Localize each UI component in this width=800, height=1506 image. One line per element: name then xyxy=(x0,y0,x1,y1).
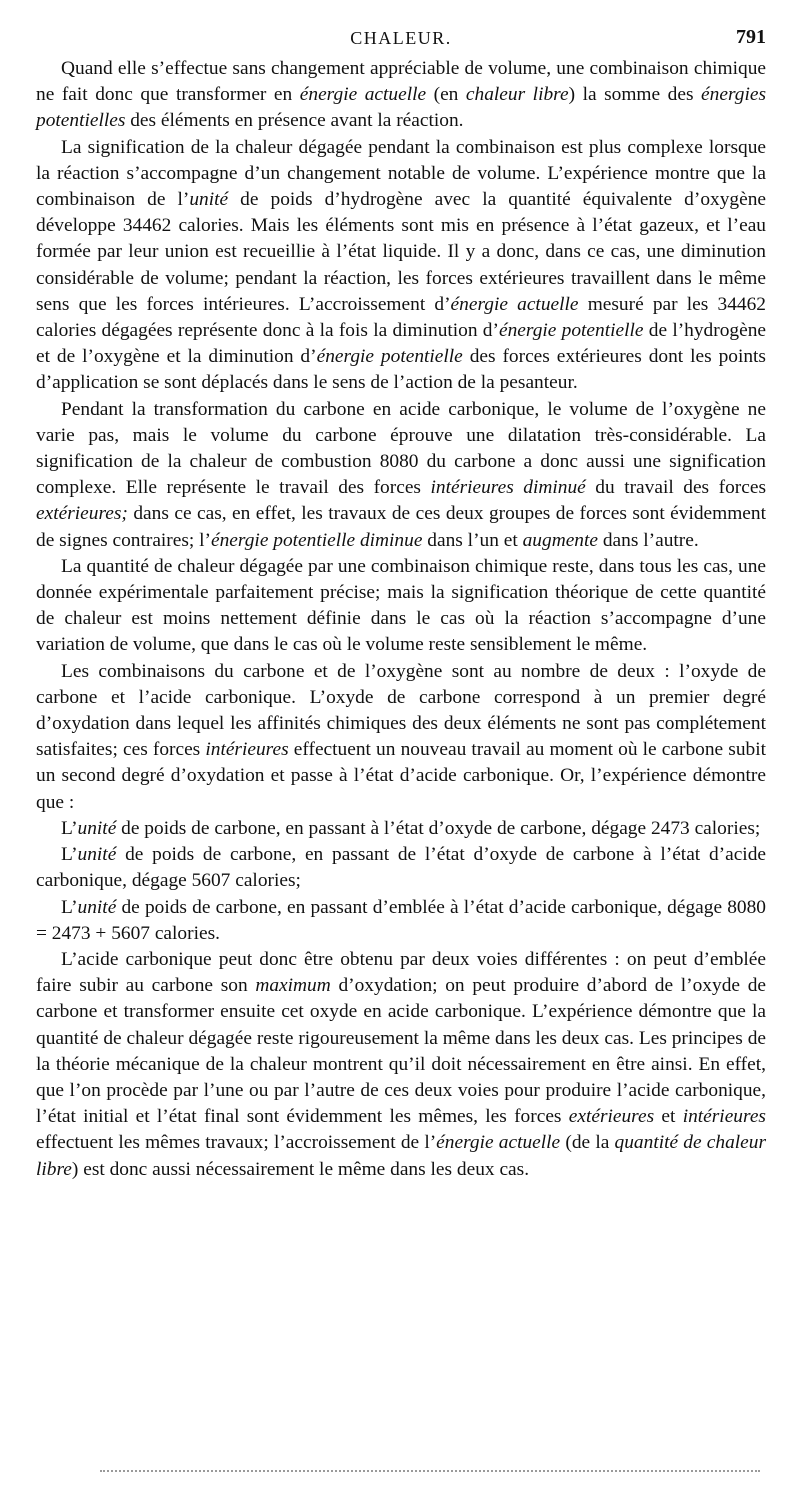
text-run: de poids d’hydrogène avec la quantité équivalente d’oxygène développe 34462 calories. Mais les éléments sont mis en présence à l’état gazeux, et l’eau formée par leur union est recueillie à l’état liquide. Il y a donc, dans ce cas, une diminution considérable de volume; pendant la réaction, les forces extérieures travaillent dans le même sens que les forces intérieures. L’accroissement d’ xyxy=(36,189,767,315)
italic-text: intérieures diminué xyxy=(430,477,586,499)
text-run: Pendant la transformation du carbone en acide carbonique, le volume de l’oxygène ne varie pas, mais le volume du carbone éprouve une dilatation très-considérable. La signification de la chaleur de combustion 8080 du carbone a donc aussi une signification complexe. Elle représente le travail des forces xyxy=(36,398,766,499)
italic-text: unité xyxy=(77,896,117,918)
text-run: des éléments en présence avant la réaction. xyxy=(125,110,464,132)
text-run: (de la xyxy=(560,1132,615,1154)
paragraph-5 xyxy=(36,659,766,816)
paragraph-7 xyxy=(36,842,766,894)
text-run: mesuré par les 34462 calories dégagées représente donc à la fois la diminution d’ xyxy=(36,293,766,342)
text-run: L’ xyxy=(61,844,78,866)
italic-text: unité xyxy=(77,817,117,839)
italic-text: extérieures xyxy=(568,1106,655,1128)
paragraph-4 xyxy=(36,554,766,659)
italic-text: unité xyxy=(189,189,229,211)
text-run: Quand elle s’effectue sans changement appréciable de volume, une combinaison chimique ne fait donc que transformer en xyxy=(36,58,766,106)
text-run: L’ xyxy=(61,817,78,839)
italic-text: énergie potentielle xyxy=(498,320,644,342)
text-run: d’oxydation; on peut produire d’abord de l’oxyde de carbone et transformer ensuite cet oxyde en acide carbonique. L’expérience démontre que la quantité de chaleur dégagée reste rigoureusement la même dans les deux cas. Les principes de la théorie mécanique de la chaleur montrent qu’il doit nécessairement en être ainsi. En effet, que l’on procède par l’une ou par l’autre de ces deux voies pour produire l’acide carbonique, l’état initial et l’état final sont évidemment les mêmes, les forces xyxy=(36,975,766,1128)
text-run: effectuent les mêmes travaux; l’accroissement de l’ xyxy=(36,1132,437,1154)
body-text xyxy=(36,56,766,1183)
paragraph-3 xyxy=(36,397,766,554)
italic-text: énergie actuelle xyxy=(450,293,579,315)
text-run: (en xyxy=(426,84,466,106)
text-run: de poids de carbone, en passant d’emblée à l’état d’acide carbonique, dégage 8080 = 2473 + 5607 calories. xyxy=(36,896,766,944)
text-run: et xyxy=(654,1106,683,1128)
paragraph-6 xyxy=(36,816,766,842)
paragraph-9 xyxy=(36,947,766,1183)
italic-text: énergie potentielle xyxy=(316,346,463,368)
italic-text: énergies potentielles xyxy=(36,84,767,132)
italic-text: énergie actuelle xyxy=(299,84,427,106)
paragraph-1 xyxy=(36,56,766,135)
text-run: de l’hydrogène et de l’oxygène et la diminution d’ xyxy=(36,320,767,368)
text-run: ) est donc aussi nécessairement le même dans les deux cas. xyxy=(71,1158,530,1180)
page-number: 791 xyxy=(736,26,766,48)
footer-rule xyxy=(100,1470,760,1472)
text-run: de poids de carbone, en passant à l’état d’oxyde de carbone, dégage 2473 calories; xyxy=(116,817,761,839)
running-title: CHALEUR. xyxy=(350,28,452,48)
italic-text: énergie potentielle diminue xyxy=(211,529,423,551)
italic-text: chaleur libre xyxy=(465,84,569,106)
text-run: L’ xyxy=(61,896,78,918)
text-run: des forces extérieures dont les points d’application se sont déplacés dans le sens de l’action de la pesanteur. xyxy=(36,346,766,394)
text-run: de poids de carbone, en passant de l’état d’oxyde de carbone à l’état d’acide carbonique, dégage 5607 calories; xyxy=(36,844,766,892)
book-page xyxy=(36,22,766,1183)
text-run: dans l’un et xyxy=(422,529,523,551)
italic-text: extérieures; xyxy=(36,503,128,525)
text-run: effectuent un nouveau travail au moment où le carbone subit un second degré d’oxydation et passe à l’état d’acide carbonique. Or, l’expérience démontre que : xyxy=(36,739,766,813)
italic-text: augmente xyxy=(522,529,598,551)
running-head xyxy=(36,22,766,56)
text-run: La quantité de chaleur dégagée par une combinaison chimique reste, dans tous les cas, une donnée expérimentale parfaitement précise; mais la signification théorique de cette quantité de chaleur est moins nettement définie dans le cas où la réaction s’accompagne d’une variation de volume, que dans le cas où le volume reste sensiblement le même. xyxy=(36,555,766,656)
text-run: L’acide carbonique peut donc être obtenu par deux voies différentes : on peut d’emblée faire subir au carbone son xyxy=(36,948,766,997)
italic-text: intérieures xyxy=(682,1106,766,1128)
text-run: du travail des forces xyxy=(585,477,766,499)
text-run: La signification de la chaleur dégagée pendant la combinaison est plus complexe lorsque la réaction s’accompagne d’un changement notable de volume. L’expérience montre que la combinaison de l’ xyxy=(36,136,766,211)
text-run: dans l’autre. xyxy=(598,529,699,551)
paragraph-2 xyxy=(36,135,766,397)
italic-text: intérieures xyxy=(205,739,289,761)
italic-text: maximum xyxy=(255,975,331,997)
text-run: Les combinaisons du carbone et de l’oxygène sont au nombre de deux : l’oxyde de carbone et l’acide carbonique. L’oxyde de carbone correspond à un premier degré d’oxydation dans lequel les affinités chimiques des deux éléments ne sont pas complétement satisfaites; ces forces xyxy=(36,660,766,761)
italic-text: énergie actuelle xyxy=(436,1132,561,1154)
text-run: dans ce cas, en effet, les travaux de ces deux groupes de forces sont évidemment de signes contraires; l’ xyxy=(36,503,766,551)
italic-text: unité xyxy=(77,844,117,866)
italic-text: quantité de chaleur libre xyxy=(36,1132,767,1180)
paragraph-8 xyxy=(36,895,766,947)
text-run: ) la somme des xyxy=(568,84,702,106)
